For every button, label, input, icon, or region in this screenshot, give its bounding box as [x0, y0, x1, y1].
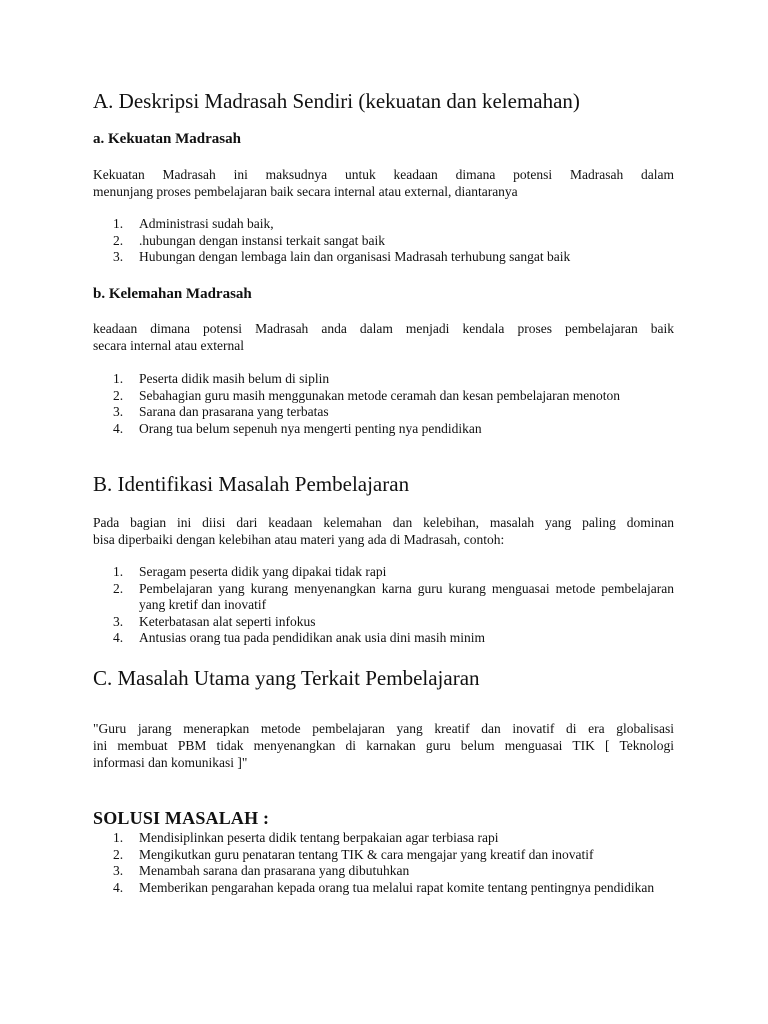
list-item [0, 564, 768, 581]
item-number: 1. [113, 216, 124, 231]
item-number: 3. [113, 863, 124, 878]
list-item [0, 847, 768, 864]
kekuatan-list [0, 216, 768, 266]
item-number: 3. [113, 613, 124, 629]
list-item [0, 404, 768, 421]
paragraph-line: secara internal atau external [93, 338, 245, 353]
quote-line: informasi dan komunikasi ]" [93, 755, 248, 770]
item-number: 2. [113, 387, 124, 403]
item-number: 3. [113, 404, 124, 419]
list-item [0, 233, 768, 250]
list-item [0, 388, 768, 405]
solusi-title: SOLUSI MASALAH : [93, 808, 270, 828]
item-text: Mengikutkan guru penataran tentang TIK & cara mengajar yang kreatif dan inovatif [139, 846, 594, 862]
item-text: Sebahagian guru masih menggunakan metode ceramah dan kesan pembelajaran menoton [139, 387, 620, 403]
item-text: Memberikan pengarahan kepada orang tua melalui rapat komite tentang pentingnya pendidikan [139, 879, 655, 895]
list-item [0, 830, 768, 847]
paragraph-line: Kekuatan Madrasah ini maksudnya untuk keadaan dimana potensi Madrasah dalam [93, 167, 674, 182]
section-c-quote [93, 720, 674, 771]
kelemahan-list [0, 371, 768, 437]
list-item [0, 581, 768, 614]
item-text: Keterbatasan alat seperti infokus [139, 613, 316, 629]
item-text: Orang tua belum sepenuh nya mengerti penting nya pendidikan [139, 420, 482, 436]
item-number: 4. [113, 420, 124, 436]
solusi-list [0, 830, 768, 896]
section-b-paragraph [93, 514, 674, 548]
item-number: 2. [113, 846, 124, 862]
item-number: 2. [113, 580, 124, 596]
item-number: 2. [113, 232, 124, 248]
list-item [0, 371, 768, 388]
item-number: 3. [113, 249, 124, 264]
kelemahan-paragraph [93, 320, 674, 354]
item-text: Sarana dan prasarana yang terbatas [139, 404, 329, 419]
section-c-title: C. Masalah Utama yang Terkait Pembelajaran [93, 666, 480, 690]
list-item [0, 421, 768, 438]
item-text: Antusias orang tua pada pendidikan anak usia dini masih minim [139, 630, 486, 645]
paragraph-line: keadaan dimana potensi Madrasah anda dalam menjadi kendala proses pembelajaran baik [93, 321, 674, 336]
quote-line: "Guru jarang menerapkan metode pembelajaran yang kreatif dan inovatif di era globalisasi [93, 721, 674, 736]
item-number: 1. [113, 564, 124, 579]
paragraph-line: Pada bagian ini diisi dari keadaan kelemahan dan kelebihan, masalah yang paling dominan [93, 515, 674, 530]
item-text: Peserta didik masih belum di siplin [139, 371, 330, 386]
item-text: .hubungan dengan instansi terkait sangat baik [139, 232, 385, 248]
item-number: 4. [113, 630, 124, 645]
item-text: Seragam peserta didik yang dipakai tidak rapi [139, 564, 387, 579]
item-number: 1. [113, 830, 124, 845]
list-item [0, 630, 768, 647]
quote-line: ini membuat PBM tidak menyenangkan di karnakan guru belum menguasai TIK [ Teknologi [93, 738, 674, 753]
item-text: Mendisiplinkan peserta didik tentang berpakaian agar terbiasa rapi [139, 830, 499, 845]
list-item [0, 880, 768, 897]
paragraph-line: menunjang proses pembelajaran baik secara internal atau external, diantaranya [93, 184, 518, 199]
item-text: Menambah sarana dan prasarana yang dibutuhkan [139, 863, 410, 878]
kekuatan-subtitle: a. Kekuatan Madrasah [93, 131, 241, 147]
item-text: Pembelajaran yang kurang menyenangkan karna guru kurang menguasai metode pembelajaran yang kretif dan inovatif [139, 580, 674, 612]
kekuatan-paragraph [93, 166, 674, 200]
section-a-title: A. Deskripsi Madrasah Sendiri (kekuatan dan kelemahan) [93, 89, 580, 113]
list-item [0, 614, 768, 631]
list-item [0, 216, 768, 233]
kelemahan-subtitle: b. Kelemahan Madrasah [93, 286, 252, 302]
item-number: 1. [113, 371, 124, 386]
list-item [0, 249, 768, 266]
item-text: Hubungan dengan lembaga lain dan organisasi Madrasah terhubung sangat baik [139, 249, 571, 264]
item-number: 4. [113, 879, 124, 895]
paragraph-line: bisa diperbaiki dengan kelebihan atau materi yang ada di Madrasah, contoh: [93, 532, 505, 547]
item-text: Administrasi sudah baik, [139, 216, 274, 231]
section-b-title: B. Identifikasi Masalah Pembelajaran [93, 472, 410, 496]
list-item [0, 863, 768, 880]
section-b-list [0, 564, 768, 647]
